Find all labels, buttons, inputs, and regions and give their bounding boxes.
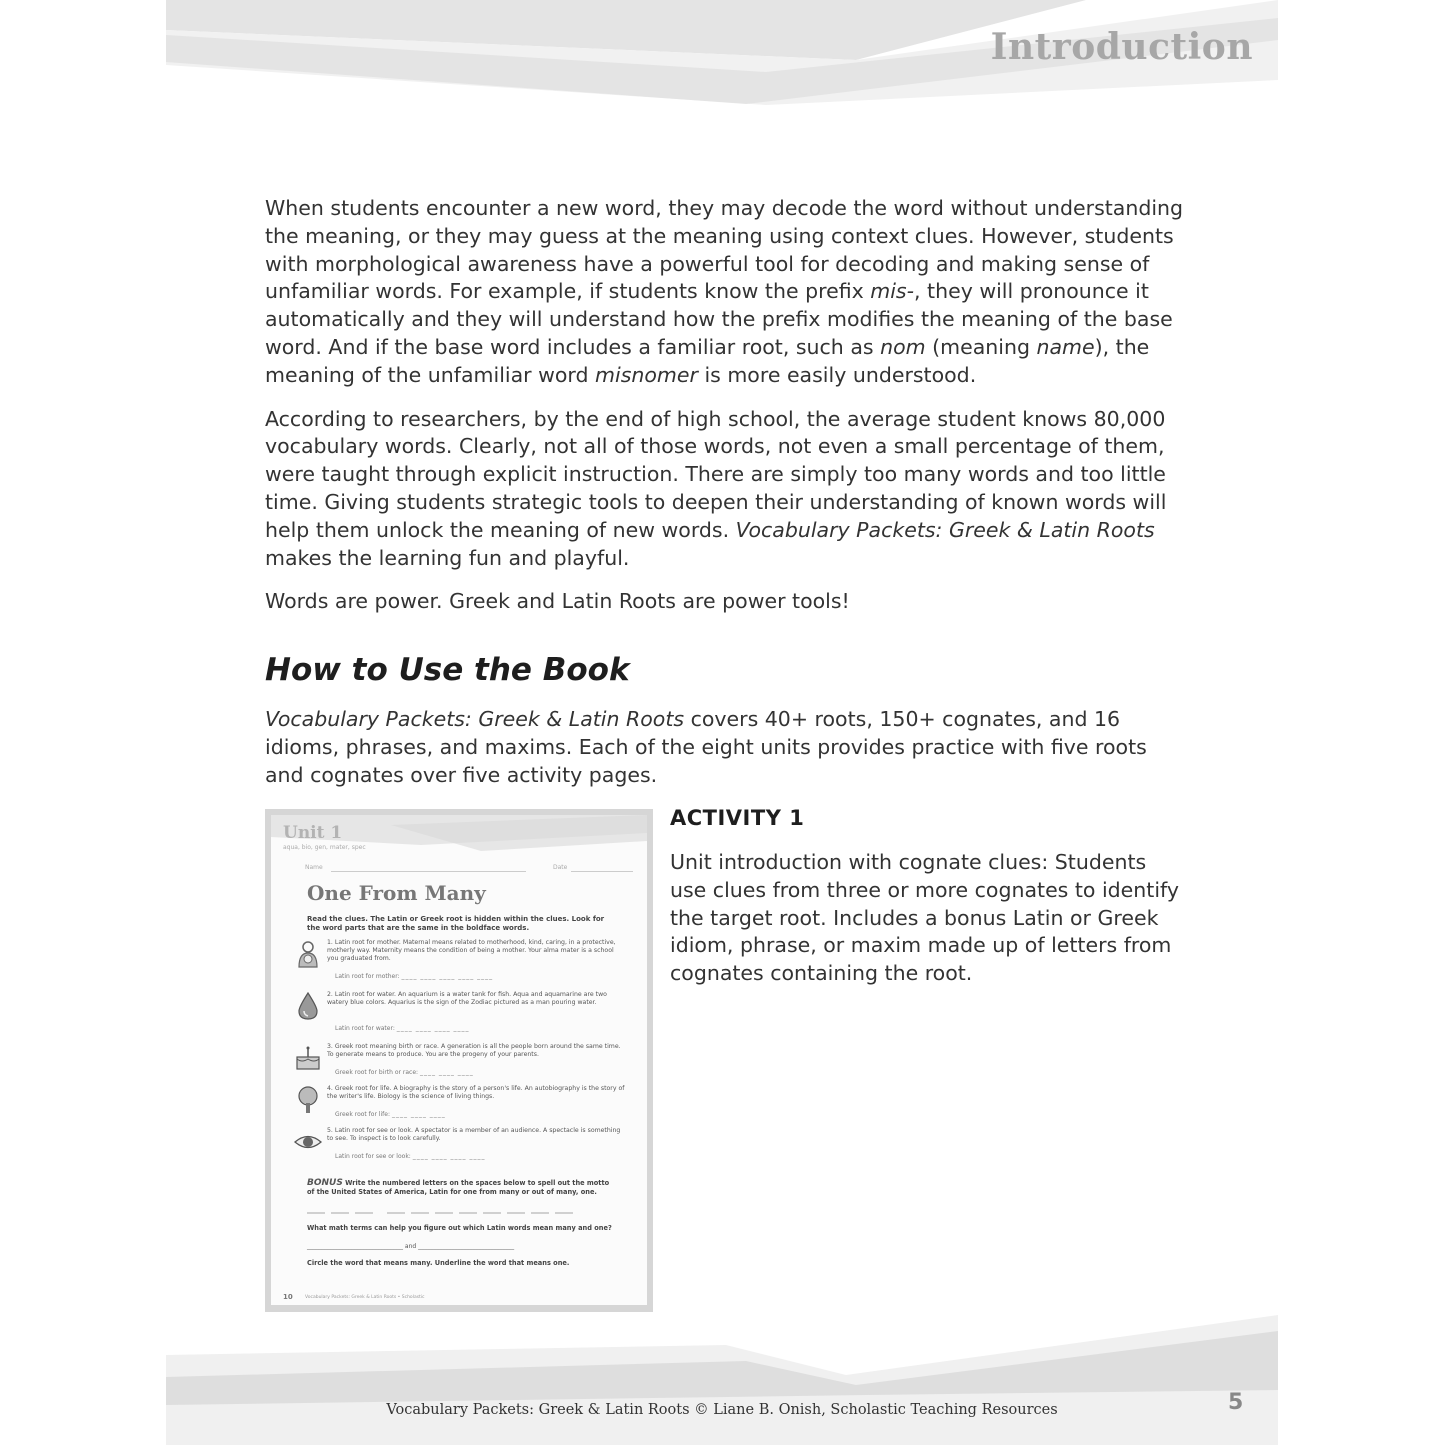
thumbnail-title: One From Many [307,881,486,905]
thumbnail-bonus: BONUS Write the numbered letters on the spaces below to spell out the motto of the United States of America, Latin for one from many or out of many, one. [307,1178,610,1196]
section-title: Introduction [990,26,1253,68]
clue-blank: Latin root for water: ____ ____ ____ ____ [335,1025,470,1032]
text-run: According to researchers, by the end of high school, the average student knows 80,000 vocabulary words. Clearly, not all of those words, not even a small percentage of them, were taught through explicit instruction. There are simply too many words and too little time. Giving students strategic tools to deepen their understanding of known words will help them unlock the meaning of new words. [265,406,1167,542]
thumbnail-page-number: 10 [283,1293,293,1301]
text-run: Words are power. Greek and Latin Roots are power tools! [265,589,850,614]
thumbnail-name-label: Name [305,864,323,871]
thumbnail-math-question: What math terms can help you figure out which Latin words mean many and one? [307,1224,612,1232]
activity-page-thumbnail [265,809,653,1312]
section-heading: How to Use the Book [265,652,630,688]
page-number: 5 [1228,1390,1244,1415]
text-run: (meaning [925,334,1037,359]
mother-child-icon [293,939,323,969]
footer-credit: Vocabulary Packets: Greek & Latin Roots © Liane B. Onish, Scholastic Teaching Resources [386,1402,1058,1418]
clue-blank: Greek root for life: ____ ____ ____ [335,1111,446,1118]
italic-text-run: name [1036,334,1095,359]
clue-text: 1. Latin root for mother. Maternal means related to motherhood, kind, caring, in a protective, motherly way. Maternity means the condition of being a mother. Your alma mater is a school you graduated from. [327,939,616,962]
clue-item [293,1085,623,1123]
activity-description: Unit introduction with cognate clues: Students use clues from three or more cognates to identify the target root. Includes a bonus Latin or Greek idiom, phrase, or maxim made up of letters from cognates containing the root. [670,850,1180,986]
clue-blank: Latin root for mother: ____ ____ ____ ____ ____ [335,973,494,980]
clue-text: 4. Greek root for life. A biography is the story of a person's life. An autobiography is the story of the writer's life. Biology is the science of living things. [327,1085,625,1100]
footer-decoration [166,1315,1278,1445]
clue-blank: Greek root for birth or race: ____ ____ ____ [335,1069,474,1076]
body-paragraph [265,588,1185,616]
text-run: is more easily understood. [697,362,977,387]
italic-text-run: Vocabulary Packets: Greek & Latin Roots [265,707,685,731]
thumbnail-unit: Unit 1 [283,823,343,843]
clue-item [293,1043,623,1081]
italic-text-run: Vocabulary Packets: Greek & Latin Roots [735,517,1155,542]
text-run: When students encounter a new word, they may decode the word without understanding the meaning, or they may guess at the meaning using context clues. However, students with morphological awareness have a powerful tool for decoding and making sense of unfamiliar words. For example, if students know the prefix [265,196,1184,304]
clue-text: 5. Latin root for see or look. A spectator is a member of an audience. A spectacle is something to see. To inspect is to look carefully. [327,1127,621,1142]
thumbnail-instructions: Read the clues. The Latin or Greek root is hidden within the clues. Look for the word parts that are the same in the boldface words. [307,915,605,932]
thumbnail-roots: aqua, bio, gen, mater, spec [283,844,366,851]
clue-item [293,1127,623,1165]
body-paragraph [265,406,1185,573]
body-paragraphs [265,195,1185,632]
text-run: makes the learning fun and playful. [265,545,630,570]
clue-blank: Latin root for see or look: ____ ____ ____ ____ [335,1153,486,1160]
date-line [571,871,633,872]
intro-paragraph [265,706,1185,805]
thumbnail-and-blanks: ________________________________ and ________________________________ [307,1243,515,1250]
italic-text-run: nom [880,334,926,359]
activity-label: ACTIVITY 1 [670,806,805,830]
clue-text: 2. Latin root for water. An aquarium is a water tank for fish. Aqua and aquamarine are two watery blue colors. Aquarius is the sign of the Zodiac pictured as a man pouring water. [327,991,607,1006]
clue-item [293,939,623,983]
water-drop-icon [293,991,323,1021]
tree-icon [293,1085,323,1115]
italic-text-run: mis- [870,279,915,304]
clue-text: 3. Greek root meaning birth or race. A generation is all the people born around the same time. To generate means to produce. You are the progeny of your parents. [327,1043,621,1058]
clue-item [293,991,623,1035]
body-paragraph [265,195,1185,390]
italic-text-run: misnomer [595,362,698,387]
thumbnail-date-label: Date [553,864,568,871]
thumbnail-footer: Vocabulary Packets: Greek & Latin Roots • Scholastic [305,1295,425,1300]
thumbnail-circle-instruction: Circle the word that means many. Underline the word that means one. [307,1259,570,1267]
text-run: ), the meaning of the unfamiliar word [265,334,1150,387]
eye-icon [293,1127,323,1157]
motto-blanks [307,1205,607,1219]
text-run: , they will pronounce it automatically and they will understand how the prefix modifies the meaning of the base word. And if the base word includes a familiar root, such as [265,279,1173,359]
birthday-cake-icon [293,1043,323,1073]
name-line [331,871,526,872]
text-run: covers 40+ roots, 150+ cognates, and 16 idioms, phrases, and maxims. Each of the eight units provides practice with five roots and cognates over five activity pages. [265,707,1147,787]
